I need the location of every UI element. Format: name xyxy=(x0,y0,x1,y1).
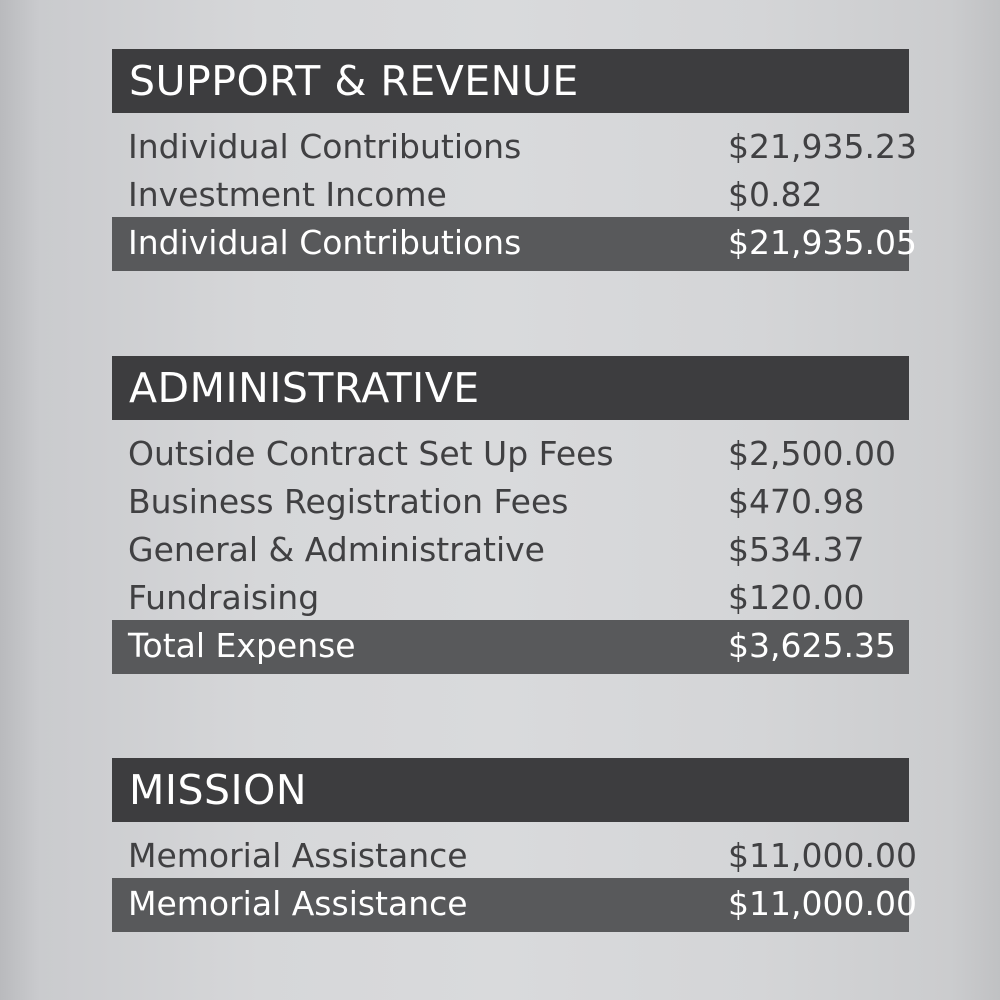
total-label: Memorial Assistance xyxy=(128,884,468,923)
line-item xyxy=(112,123,917,171)
total-label: Individual Contributions xyxy=(128,223,522,262)
mission-section xyxy=(112,758,917,932)
line-item xyxy=(112,526,909,574)
line-item xyxy=(112,574,909,622)
total-row xyxy=(112,620,909,674)
line-item-label: Business Registration Fees xyxy=(128,482,569,521)
line-item-label: Individual Contributions xyxy=(128,127,522,166)
line-item-amount: $11,000.00 xyxy=(728,836,917,875)
line-item xyxy=(112,430,909,478)
section-title: ADMINISTRATIVE xyxy=(112,356,909,420)
line-item-amount: $21,935.23 xyxy=(728,127,917,166)
line-items xyxy=(112,123,917,271)
line-item-label: General & Administrative xyxy=(128,530,545,569)
support-revenue-section xyxy=(112,49,917,271)
total-amount: $21,935.05 xyxy=(728,223,917,262)
total-amount: $3,625.35 xyxy=(728,626,896,665)
total-amount: $11,000.00 xyxy=(728,884,917,923)
line-item-amount: $120.00 xyxy=(728,578,865,617)
line-item-label: Investment Income xyxy=(128,175,447,214)
administrative-section xyxy=(112,356,909,674)
line-item xyxy=(112,832,917,880)
line-item-label: Memorial Assistance xyxy=(128,836,468,875)
total-label: Total Expense xyxy=(128,626,356,665)
section-title: MISSION xyxy=(112,758,909,822)
line-item-amount: $534.37 xyxy=(728,530,865,569)
line-item-amount: $2,500.00 xyxy=(728,434,896,473)
line-item xyxy=(112,171,909,219)
line-item-label: Outside Contract Set Up Fees xyxy=(128,434,614,473)
line-items xyxy=(112,430,909,674)
line-item-label: Fundraising xyxy=(128,578,320,617)
section-title: SUPPORT & REVENUE xyxy=(112,49,909,113)
line-item xyxy=(112,478,909,526)
line-items xyxy=(112,832,917,932)
line-item-amount: $0.82 xyxy=(728,175,823,214)
total-row xyxy=(112,217,917,271)
line-item-amount: $470.98 xyxy=(728,482,865,521)
total-row xyxy=(112,878,917,932)
